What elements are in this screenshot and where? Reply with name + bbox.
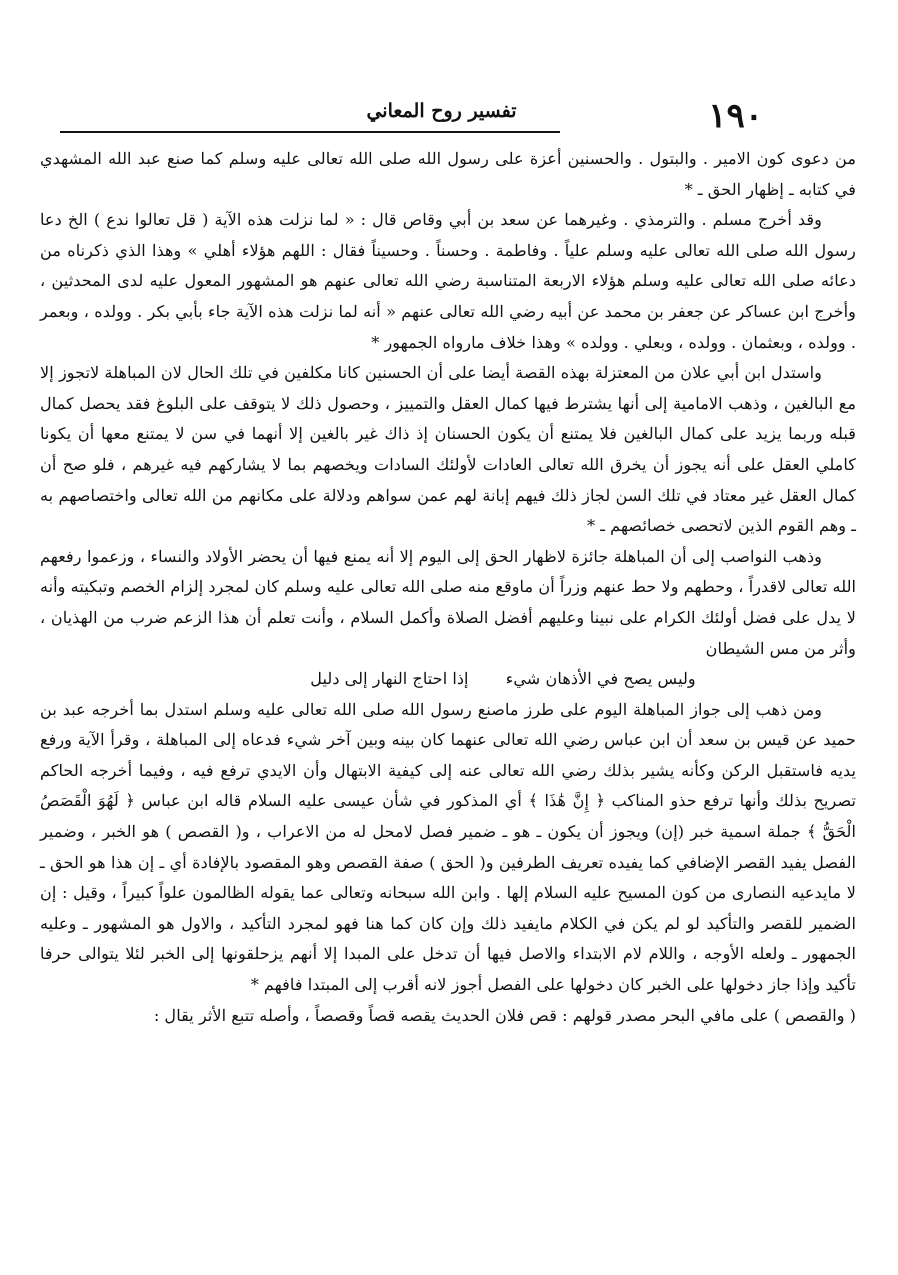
paragraph: واستدل ابن أبي علان من المعتزلة بهذه القصة أيضا على أن الحسنين كانا مكلفين في تلك الحال لان المباهلة لاتجوز إلا مع البالغين ، وذهب الامامية إلى أنها يشترط فيها كمال العقل والتمييز ، وحصول ذلك لا يتوقف على البلوغ فقد يحصل كمال قبله وربما يزيد على كمال البالغين فلا يمتنع أن يكون الحسنان إذ ذاك غير بالغين إلا أنهما في سن لا يمتنع معها أن يكونا كاملي العقل على أنه يجوز أن يخرق الله تعالى العادات لأولئك السادات ويخصهم بما لا يشاركهم فيه غيرهم ، فلو صح أن كمال العقل غير معتاد في تلك السن لجاز ذلك فيهم إبانة لهم عمن سواهم ودلالة على مكانهم من الله تعالى واختصاصهم به ـ وهم القوم الذين لاتحصى خصائصهم ـ * [40, 363, 856, 536]
paragraph-continuation: من دعوى كون الامير . والبتول . والحسنين أعزة على رسول الله صلى الله تعالى عليه وسلم كما صنع عبد الله المشهدي في كتابه ـ إظهار الحق ـ * [40, 149, 856, 199]
verse-first-hemistich: وليس يصح في الأذهان شيء [505, 669, 696, 689]
paragraph: وذهب النواصب إلى أن المباهلة جائزة لاظهار الحق إلى اليوم إلا أنه يمنع فيها أن يحضر الأولاد والنساء ، وزعموا رفعهم الله تعالى لاقدراً ، وحطهم ولا حط عنهم وزراً أن ماوقع منه صلى الله تعالى عليه وسلم كان لمجرد إلزام الخصم وتبكيته وأنه لا يدل على فضل أولئك الكرام على نبينا وعليهم أفضل الصلاة وأكمل السلام ، وأنت تعلم أن هذا الزعم ضرب من الهذيان ، وأثر من مس الشيطان [40, 546, 856, 658]
paragraph: وقد أخرج مسلم . والترمذي . وغيرهما عن سعد بن أبي وقاص قال : « لما نزلت هذه الآية ( قل تعالوا ندع ) الخ دعا رسول الله صلى الله تعالى عليه وسلم علياً . وفاطمة . وحسناً . وحسيناً فقال : اللهم هؤلاء أهلي » وهذا الذي ذكرناه من دعائه صلى الله تعالى عليه وسلم هؤلاء الاربعة المتناسبة رضي الله تعالى عنهم هو المشهور المعول عليه لدى المحدثين ، وأخرج ابن عساكر عن جعفر بن محمد عن أبيه رضي الله تعالى عنهم « أنه لما نزلت هذه الآية جاء بأبي بكر . وولده ، وبعمر . وولده ، وبعثمان . وولده ، وبعلي . وولده » وهذا خلاف مارواه الجمهور * [40, 210, 856, 352]
paragraph: ( والقصص ) على مافي البحر مصدر قولهم : قص فلان الحديث يقصه قصاً وقصصاً ، وأصله تتبع الأثر يقال : [153, 1005, 856, 1025]
body-text [40, 144, 856, 1031]
page-header [60, 96, 763, 136]
page-number: ١٩٠ [708, 96, 763, 136]
header-rule [60, 131, 560, 133]
verse-second-hemistich: إذا احتاج النهار إلى دليل [310, 669, 469, 689]
poetry-verse [40, 664, 856, 695]
running-title: تفسير روح المعاني [366, 100, 517, 122]
paragraph: ومن ذهب إلى جواز المباهلة اليوم على طرز ماصنع رسول الله صلى الله تعالى عليه وسلم استدل بما أخرجه عبد بن حميد عن قيس بن سعد أن ابن عباس رضي الله تعالى عنهما كان بينه وبين آخر شيء فدعاه إلى المباهلة ، وقرأ الآية ورفع يديه فاستقبل الركن وكأنه يشير بذلك رضي الله تعالى عنه إلى كيفية الابتهال وأن الايدي ترفع فيه ، وفيما أخرجه الحاكم تصريح بذلك وأنها ترفع حذو المناكب ﴿ إِنَّ هَٰذَا ﴾ أي المذكور في شأن عيسى عليه السلام قاله ابن عباس ﴿ لَهُوَ الْقَصَصُ الْحَقُّ ﴾ جملة اسمية خبر (إن) ويجوز أن يكون ـ هو ـ ضمير فصل لامحل له من الاعراب ، و( القصص ) هو الخبر ، وضمير الفصل يفيد القصر الإضافي كما يفيده تعريف الطرفين و( الحق ) صفة القصص وهو المقصود بالإفادة أي ـ إن هذا هو الحق ـ لا مايدعيه النصارى من كون المسيح عليه السلام إلها . وابن الله سبحانه وتعالى عما يقوله الظالمون علواً كبيراً ، وقيل : إن الضمير للقصر والتأكيد لو لم يكن في الكلام مايفيد ذلك وإن كان كما هنا فهو لمجرد التأكيد ، والاول هو المشهور ـ وعليه الجمهور ـ ولعله الأوجه ، واللام لام الابتداء والاصل فيها أن تدخل على المبدا إلا أنهم يزحلقونها إلى الخبر لئلا يتوالى حرفا تأكيد وإذا جاز دخولها على الخبر كان دخولها على الفصل أجوز لانه أقرب إلى المبتدا فافهم * [40, 699, 856, 995]
